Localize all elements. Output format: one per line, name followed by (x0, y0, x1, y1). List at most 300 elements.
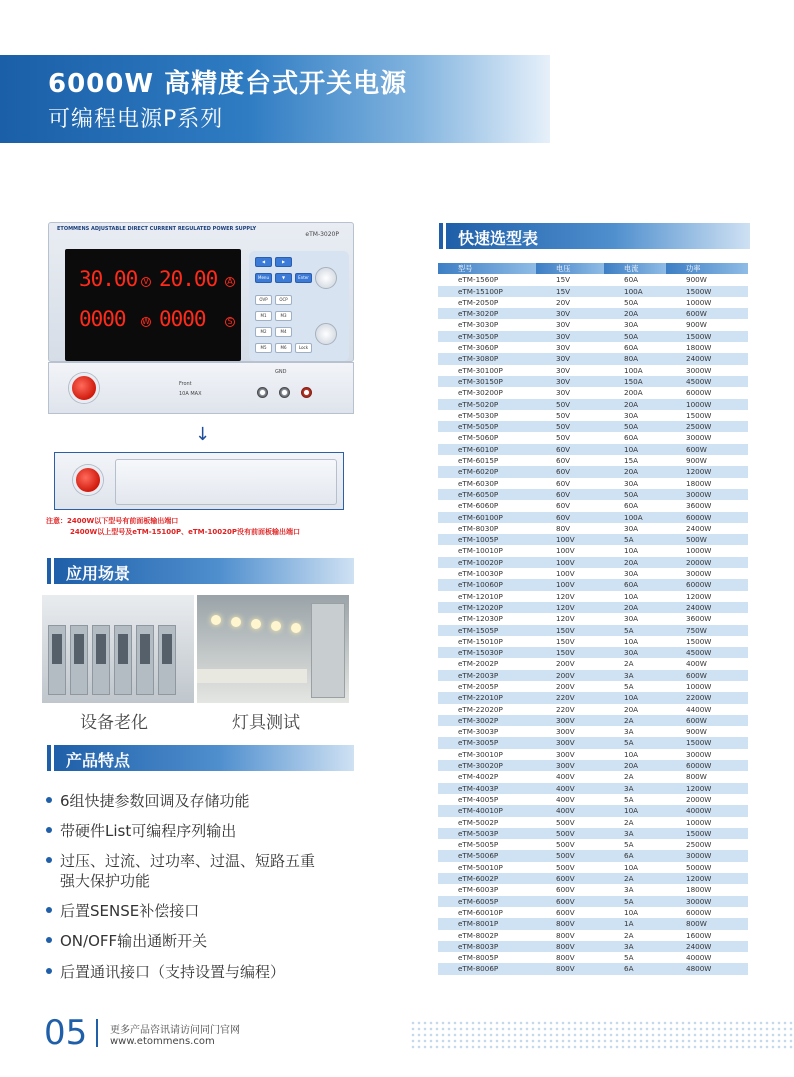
cell-power: 3600W (666, 613, 748, 624)
cell-power: 6000W (666, 387, 748, 398)
cell-current: 3A (604, 828, 666, 839)
cell-voltage: 300V (536, 737, 604, 748)
cell-power: 2400W (666, 941, 748, 952)
bench (197, 669, 307, 683)
cell-model: eTM-3050P (438, 331, 536, 342)
cell-current: 10A (604, 805, 666, 816)
right-arrow-icon: ▶ (275, 257, 292, 267)
cell-model: eTM-12020P (438, 602, 536, 613)
model-table (438, 263, 748, 975)
col-header-current: 电流 (604, 263, 666, 274)
table-row (438, 342, 748, 353)
voltage-knob (315, 267, 337, 289)
cell-model: eTM-6003P (438, 884, 536, 895)
cell-model: eTM-8030P (438, 523, 536, 534)
cell-current: 10A (604, 636, 666, 647)
cell-current: 80A (604, 353, 666, 364)
cell-voltage: 600V (536, 873, 604, 884)
cell-voltage: 100V (536, 579, 604, 590)
cell-current: 5A (604, 896, 666, 907)
cell-power: 4400W (666, 704, 748, 715)
table-row (438, 365, 748, 376)
cell-model: eTM-10060P (438, 579, 536, 590)
section-apps-title: 应用场景 (66, 564, 131, 583)
cell-model: eTM-8005P (438, 952, 536, 963)
device-front-panel (48, 222, 354, 362)
cell-current: 20A (604, 308, 666, 319)
cell-model: eTM-15010P (438, 636, 536, 647)
feature-item: 过压、过流、过功率、过温、短路五重 (46, 850, 315, 871)
cell-voltage: 60V (536, 466, 604, 477)
cell-current: 5A (604, 625, 666, 636)
table-row (438, 896, 748, 907)
down-arrow: ↓ (195, 424, 211, 445)
cell-voltage: 300V (536, 726, 604, 737)
cell-power: 800W (666, 918, 748, 929)
cell-power: 1800W (666, 342, 748, 353)
cell-power: 750W (666, 625, 748, 636)
cell-voltage: 80V (536, 523, 604, 534)
table-row (438, 466, 748, 477)
cell-voltage: 500V (536, 862, 604, 873)
cell-power: 900W (666, 274, 748, 285)
cell-model: eTM-5006P (438, 850, 536, 861)
cell-power: 3600W (666, 500, 748, 511)
cell-current: 20A (604, 557, 666, 568)
cell-current: 5A (604, 839, 666, 850)
cell-voltage: 500V (536, 817, 604, 828)
photo-caption-aging: 设备老化 (80, 713, 148, 733)
cell-current: 5A (604, 952, 666, 963)
cell-current: 30A (604, 568, 666, 579)
cell-power: 2400W (666, 602, 748, 613)
cell-current: 2A (604, 771, 666, 782)
cell-model: eTM-8006P (438, 963, 536, 974)
cell-power: 1200W (666, 466, 748, 477)
lamp (291, 623, 301, 633)
cell-power: 3000W (666, 489, 748, 500)
cell-power: 1600W (666, 930, 748, 941)
cell-voltage: 600V (536, 884, 604, 895)
table-row (438, 432, 748, 443)
lamp (271, 621, 281, 631)
display-voltage: 30.00 (79, 267, 138, 291)
cell-current: 10A (604, 907, 666, 918)
cell-current: 10A (604, 591, 666, 602)
cell-current: 50A (604, 331, 666, 342)
table-row (438, 636, 748, 647)
table-row (438, 319, 748, 330)
cell-voltage: 50V (536, 432, 604, 443)
page-number: 05 (44, 1013, 88, 1053)
cell-model: eTM-3030P (438, 319, 536, 330)
cell-model: eTM-30200P (438, 387, 536, 398)
device-keypad (249, 251, 349, 361)
cell-power: 4000W (666, 805, 748, 816)
table-row (438, 297, 748, 308)
key-m3: M3 (275, 311, 292, 321)
table-row (438, 410, 748, 421)
cell-power: 3000W (666, 365, 748, 376)
cell-power: 1200W (666, 591, 748, 602)
cell-current: 50A (604, 297, 666, 308)
cell-model: eTM-6050P (438, 489, 536, 500)
cell-model: eTM-22010P (438, 692, 536, 703)
cell-current: 20A (604, 602, 666, 613)
table-row (438, 862, 748, 873)
cell-power: 2000W (666, 794, 748, 805)
key-lock: Lock (295, 343, 312, 353)
cell-model: eTM-12030P (438, 613, 536, 624)
table-row (438, 884, 748, 895)
cell-power: 600W (666, 308, 748, 319)
cell-voltage: 500V (536, 850, 604, 861)
cell-power: 2200W (666, 692, 748, 703)
cell-voltage: 600V (536, 896, 604, 907)
cell-model: eTM-5020P (438, 399, 536, 410)
table-header-row (438, 263, 748, 274)
cell-model: eTM-10010P (438, 545, 536, 556)
cell-current: 30A (604, 647, 666, 658)
display-current-unit: A (225, 277, 235, 287)
key-menu: Menu (255, 273, 272, 283)
table-row (438, 421, 748, 432)
table-row (438, 444, 748, 455)
table-row (438, 478, 748, 489)
lamp (231, 617, 241, 627)
device-no-front-port-image (54, 452, 344, 510)
cell-model: eTM-30010P (438, 749, 536, 760)
cell-current: 100A (604, 286, 666, 297)
cell-power: 1000W (666, 681, 748, 692)
feature-item: 后置SENSE补偿接口 (46, 900, 199, 921)
section-quick-select-title: 快速选型表 (458, 229, 539, 248)
cabinet (158, 625, 176, 695)
section-quick-select (446, 223, 750, 249)
cell-power: 3000W (666, 896, 748, 907)
cell-voltage: 150V (536, 625, 604, 636)
table-row (438, 308, 748, 319)
left-arrow-icon: ◀ (255, 257, 272, 267)
cell-current: 3A (604, 941, 666, 952)
cell-model: eTM-1505P (438, 625, 536, 636)
display-time-unit: S (225, 317, 235, 327)
cell-voltage: 120V (536, 602, 604, 613)
cell-power: 6000W (666, 579, 748, 590)
cell-model: eTM-6015P (438, 455, 536, 466)
cell-voltage: 200V (536, 681, 604, 692)
bullet-icon (46, 968, 52, 974)
cell-current: 10A (604, 444, 666, 455)
photo-aging (42, 595, 194, 703)
cell-voltage: 120V (536, 613, 604, 624)
cell-voltage: 400V (536, 771, 604, 782)
section-apps (54, 558, 354, 584)
cell-current: 2A (604, 715, 666, 726)
table-row (438, 602, 748, 613)
cell-voltage: 400V (536, 794, 604, 805)
cell-model: eTM-12010P (438, 591, 536, 602)
cell-voltage: 500V (536, 828, 604, 839)
cell-current: 5A (604, 794, 666, 805)
table-row (438, 805, 748, 816)
cell-voltage: 200V (536, 670, 604, 681)
cell-power: 1500W (666, 636, 748, 647)
cell-current: 3A (604, 884, 666, 895)
cell-power: 6000W (666, 512, 748, 523)
cell-voltage: 800V (536, 941, 604, 952)
cell-model: eTM-2050P (438, 297, 536, 308)
cell-model: eTM-60010P (438, 907, 536, 918)
section-accent (47, 558, 51, 584)
photo-caption-lamp: 灯具测试 (232, 713, 300, 733)
cell-current: 100A (604, 365, 666, 376)
cell-current: 5A (604, 681, 666, 692)
cell-power: 1500W (666, 331, 748, 342)
table-body (438, 274, 748, 974)
cell-power: 2400W (666, 523, 748, 534)
cell-power: 1500W (666, 410, 748, 421)
cell-current: 5A (604, 737, 666, 748)
cell-power: 1200W (666, 783, 748, 794)
footer-website: www.etommens.com (110, 1036, 215, 1047)
cell-model: eTM-8003P (438, 941, 536, 952)
cell-model: eTM-5003P (438, 828, 536, 839)
cell-voltage: 30V (536, 353, 604, 364)
cell-model: eTM-3020P (438, 308, 536, 319)
col-header-voltage: 电压 (536, 263, 604, 274)
cell-power: 4800W (666, 963, 748, 974)
feature-item: 后置通讯接口（支持设置与编程） (46, 961, 285, 982)
cell-power: 2500W (666, 839, 748, 850)
cell-voltage: 800V (536, 952, 604, 963)
cell-power: 4000W (666, 952, 748, 963)
table-row (438, 704, 748, 715)
feature-item: 6组快捷参数回调及存储功能 (46, 790, 250, 811)
table-row (438, 783, 748, 794)
cell-voltage: 600V (536, 907, 604, 918)
cell-model: eTM-30020P (438, 760, 536, 771)
cell-voltage: 30V (536, 308, 604, 319)
table-row (438, 658, 748, 669)
cell-current: 60A (604, 579, 666, 590)
table-row (438, 376, 748, 387)
cell-voltage: 60V (536, 500, 604, 511)
cell-current: 3A (604, 670, 666, 681)
table-row (438, 579, 748, 590)
cell-power: 4500W (666, 647, 748, 658)
table-row (438, 455, 748, 466)
table-row (438, 512, 748, 523)
table-row (438, 941, 748, 952)
cell-model: eTM-6010P (438, 444, 536, 455)
rack (311, 603, 345, 698)
cell-power: 5000W (666, 862, 748, 873)
cell-voltage: 100V (536, 568, 604, 579)
table-row (438, 963, 748, 974)
cell-current: 200A (604, 387, 666, 398)
cell-current: 20A (604, 399, 666, 410)
cell-model: eTM-10030P (438, 568, 536, 579)
cell-model: eTM-4005P (438, 794, 536, 805)
cell-current: 20A (604, 760, 666, 771)
cell-model: eTM-2002P (438, 658, 536, 669)
cell-voltage: 50V (536, 410, 604, 421)
cabinet (114, 625, 132, 695)
cell-voltage: 60V (536, 455, 604, 466)
device-display (65, 249, 241, 361)
cell-model: eTM-1005P (438, 534, 536, 545)
cell-power: 600W (666, 670, 748, 681)
down-arrow-icon: ▼ (275, 273, 292, 283)
table-row (438, 286, 748, 297)
blank-panel (115, 459, 337, 505)
table-row (438, 387, 748, 398)
cell-model: eTM-3060P (438, 342, 536, 353)
cell-current: 60A (604, 342, 666, 353)
cell-current: 1A (604, 918, 666, 929)
cell-current: 30A (604, 478, 666, 489)
cell-current: 150A (604, 376, 666, 387)
cell-power: 6000W (666, 907, 748, 918)
table-row (438, 557, 748, 568)
cell-voltage: 30V (536, 387, 604, 398)
cabinet (136, 625, 154, 695)
cell-power: 3000W (666, 850, 748, 861)
table-row (438, 930, 748, 941)
table-row (438, 907, 748, 918)
table-row (438, 850, 748, 861)
cell-model: eTM-3003P (438, 726, 536, 737)
cell-model: eTM-6020P (438, 466, 536, 477)
key-m1: M1 (255, 311, 272, 321)
cell-current: 6A (604, 850, 666, 861)
cell-current: 50A (604, 489, 666, 500)
table-row (438, 749, 748, 760)
cell-current: 3A (604, 783, 666, 794)
table-row (438, 760, 748, 771)
cell-current: 10A (604, 749, 666, 760)
gnd-label: GND (275, 369, 287, 375)
table-row (438, 523, 748, 534)
cell-current: 2A (604, 873, 666, 884)
cell-current: 60A (604, 274, 666, 285)
cell-power: 800W (666, 771, 748, 782)
cell-power: 900W (666, 726, 748, 737)
cell-current: 2A (604, 930, 666, 941)
table-row (438, 500, 748, 511)
cell-model: eTM-30150P (438, 376, 536, 387)
cell-voltage: 200V (536, 658, 604, 669)
cell-current: 15A (604, 455, 666, 466)
cell-current: 60A (604, 500, 666, 511)
cell-model: eTM-15030P (438, 647, 536, 658)
table-row (438, 828, 748, 839)
cell-voltage: 800V (536, 963, 604, 974)
table-row (438, 692, 748, 703)
table-row (438, 613, 748, 624)
power-button-icon (73, 465, 103, 495)
cell-voltage: 500V (536, 839, 604, 850)
cell-model: eTM-5002P (438, 817, 536, 828)
table-row (438, 545, 748, 556)
cell-model: eTM-5030P (438, 410, 536, 421)
cell-power: 600W (666, 715, 748, 726)
cell-power: 1500W (666, 286, 748, 297)
section-accent (47, 745, 51, 771)
cell-power: 1000W (666, 817, 748, 828)
table-row (438, 274, 748, 285)
cell-voltage: 150V (536, 636, 604, 647)
cell-model: eTM-3080P (438, 353, 536, 364)
cell-model: eTM-30100P (438, 365, 536, 376)
cell-model: eTM-8001P (438, 918, 536, 929)
cell-voltage: 800V (536, 918, 604, 929)
feature-item: 带硬件List可编程序列输出 (46, 820, 236, 841)
table-row (438, 771, 748, 782)
cell-model: eTM-4003P (438, 783, 536, 794)
table-row (438, 794, 748, 805)
cell-voltage: 150V (536, 647, 604, 658)
cell-current: 10A (604, 692, 666, 703)
device-model: eTM-3020P (305, 231, 339, 238)
cell-model: eTM-2003P (438, 670, 536, 681)
cell-model: eTM-6030P (438, 478, 536, 489)
col-header-model: 型号 (438, 263, 536, 274)
bullet-icon (46, 827, 52, 833)
cell-voltage: 30V (536, 365, 604, 376)
display-power: 0000 (79, 307, 126, 331)
front-sub-label: 10A MAX (179, 391, 202, 397)
power-supply-image (46, 222, 356, 414)
footer-divider (96, 1019, 98, 1047)
key-ocp: OCP (275, 295, 292, 305)
cell-voltage: 15V (536, 274, 604, 285)
table-row (438, 873, 748, 884)
cell-model: eTM-60100P (438, 512, 536, 523)
table-row (438, 534, 748, 545)
cell-power: 400W (666, 658, 748, 669)
cell-current: 2A (604, 658, 666, 669)
table-row (438, 918, 748, 929)
cell-power: 900W (666, 319, 748, 330)
display-voltage-unit: V (141, 277, 151, 287)
key-m4: M4 (275, 327, 292, 337)
cell-model: eTM-4002P (438, 771, 536, 782)
cell-voltage: 30V (536, 342, 604, 353)
cell-model: eTM-15100P (438, 286, 536, 297)
cell-current: 10A (604, 862, 666, 873)
cell-power: 3000W (666, 568, 748, 579)
cell-voltage: 60V (536, 444, 604, 455)
table-row (438, 670, 748, 681)
device-brand: ETOMMENS ADJUSTABLE DIRECT CURRENT REGULATED POWER SUPPLY (57, 226, 257, 232)
page-subtitle: 可编程电源P系列 (48, 107, 224, 132)
note-line-2: 2400W以上型号及eTM-15100P、eTM-10020P没有前面板输出端口 (70, 528, 300, 536)
cell-model: eTM-5005P (438, 839, 536, 850)
page-title: 6000W 高精度台式开关电源 (48, 69, 408, 99)
power-button-icon (69, 373, 99, 403)
table-row (438, 726, 748, 737)
cell-voltage: 220V (536, 692, 604, 703)
table-row (438, 737, 748, 748)
lamp (251, 619, 261, 629)
key-ovp: OVP (255, 295, 272, 305)
key-m5: M5 (255, 343, 272, 353)
bullet-icon (46, 857, 52, 863)
cell-voltage: 30V (536, 319, 604, 330)
photo-lamp-test (197, 595, 349, 703)
